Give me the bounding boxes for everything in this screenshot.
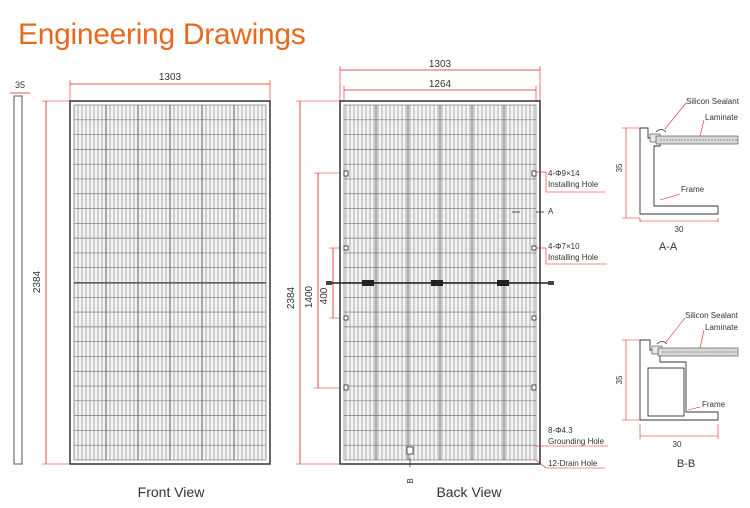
installing-hole-14-callout: [536, 169, 605, 192]
drain-hole-callout: [536, 459, 605, 468]
side-view-thickness: [10, 80, 30, 464]
svg-text:Laminate: Laminate: [705, 113, 738, 122]
section-aa-caption: A-A: [658, 241, 678, 253]
svg-text:35: 35: [615, 375, 624, 385]
section-bb: [615, 311, 739, 449]
front-height-label: 2384: [32, 270, 43, 294]
svg-text:12-Drain Hole: 12-Drain Hole: [548, 459, 598, 468]
svg-text:8-Φ4.3: 8-Φ4.3: [548, 426, 573, 435]
svg-text:Frame: Frame: [681, 185, 705, 194]
back-inner-width-label: 1264: [428, 79, 452, 90]
back-view: [286, 59, 608, 484]
section-aa: [615, 97, 740, 234]
installing-hole-10-callout: [536, 242, 607, 264]
back-outer-width-label: 1303: [428, 59, 452, 70]
grounding-hole-callout: [536, 426, 608, 446]
svg-text:Installing Hole: Installing Hole: [548, 180, 599, 189]
back-view-caption: Back View: [436, 484, 502, 500]
thickness-label: 35: [14, 80, 26, 90]
svg-text:A: A: [548, 207, 554, 216]
front-view-caption: Front View: [137, 484, 205, 500]
svg-text:30: 30: [674, 225, 684, 234]
front-view: [32, 72, 270, 464]
svg-text:Silicon Sealant: Silicon Sealant: [686, 97, 739, 106]
svg-text:Laminate: Laminate: [705, 323, 738, 332]
front-width-label: 1303: [158, 72, 182, 83]
svg-text:Grounding Hole: Grounding Hole: [548, 437, 605, 446]
back-height-label: 2384: [286, 286, 297, 310]
svg-text:35: 35: [615, 163, 624, 173]
hole-span-400-label: 400: [319, 287, 330, 305]
section-bb-caption: B-B: [676, 458, 696, 470]
svg-text:Installing Hole: Installing Hole: [548, 253, 599, 262]
svg-text:B: B: [406, 478, 415, 484]
svg-text:Silicon Sealant: Silicon Sealant: [685, 311, 738, 320]
page-title: Engineering Drawings: [18, 18, 306, 51]
svg-text:Frame: Frame: [702, 400, 726, 409]
svg-text:4-Φ9×14: 4-Φ9×14: [548, 169, 580, 178]
svg-text:4-Φ7×10: 4-Φ7×10: [548, 242, 580, 251]
svg-text:30: 30: [672, 440, 682, 449]
hole-span-1400-label: 1400: [304, 285, 315, 309]
